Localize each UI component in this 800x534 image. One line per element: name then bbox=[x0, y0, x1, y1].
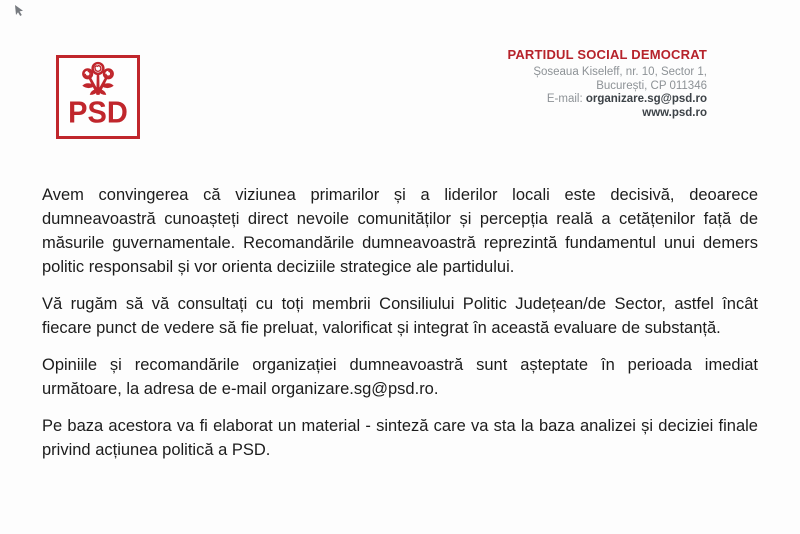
letter-line: măsurile guvernamentale. Recomandările dumneavoastră reprezintă fundamentul unui demers bbox=[42, 234, 758, 252]
psd-logo bbox=[56, 55, 140, 139]
email-label: E-mail: bbox=[546, 93, 583, 105]
letter-line: Pe baza acestora va fi elaborat un material - sinteză care va sta la baza analizei și deciziei finale bbox=[42, 417, 758, 435]
letter-paragraph bbox=[42, 353, 758, 401]
letter-line: următoare, la adresa de e-mail organizare.sg@psd.ro. bbox=[42, 380, 439, 398]
party-name: PARTIDUL SOCIAL DEMOCRAT bbox=[507, 47, 707, 62]
email-line bbox=[507, 93, 707, 107]
rose-bouquet-icon bbox=[77, 61, 119, 99]
letter-body bbox=[42, 183, 758, 475]
letterhead bbox=[507, 47, 707, 120]
letter-paragraph bbox=[42, 183, 758, 279]
address-line-2: București, CP 011346 bbox=[596, 79, 707, 92]
letter-line: Vă rugăm să vă consultați cu toți membrii Consiliului Politic Județean/de Sector, astfel încât bbox=[42, 295, 758, 313]
website: www.psd.ro bbox=[642, 106, 707, 119]
logo-psd-text: PSD bbox=[68, 96, 128, 130]
letter-line: dumneavoastră cunoașteți direct nevoile comunităților și percepția reală a cetățenilor față de bbox=[42, 210, 758, 228]
letter-line: politic responsabil și vor orienta deciziile strategice ale partidului. bbox=[42, 258, 515, 276]
letter-line: fiecare punct de vedere să fie preluat, valorificat și integrat în această evaluare de substanță. bbox=[42, 319, 721, 337]
letter-line: privind acțiunea politică a PSD. bbox=[42, 441, 271, 459]
letter-line: Avem convingerea că viziunea primarilor și a liderilor locali este decisivă, deoarece bbox=[42, 186, 758, 204]
email-address: organizare.sg@psd.ro bbox=[585, 93, 707, 105]
address-line-1: Șoseaua Kiseleff, nr. 10, Sector 1, bbox=[533, 66, 707, 78]
letter-line: Opiniile și recomandările organizației dumneavoastră sunt așteptate în perioada imediat bbox=[42, 356, 758, 374]
cursor-icon bbox=[14, 4, 24, 16]
letter-paragraph bbox=[42, 292, 758, 340]
letter-paragraph bbox=[42, 414, 758, 462]
